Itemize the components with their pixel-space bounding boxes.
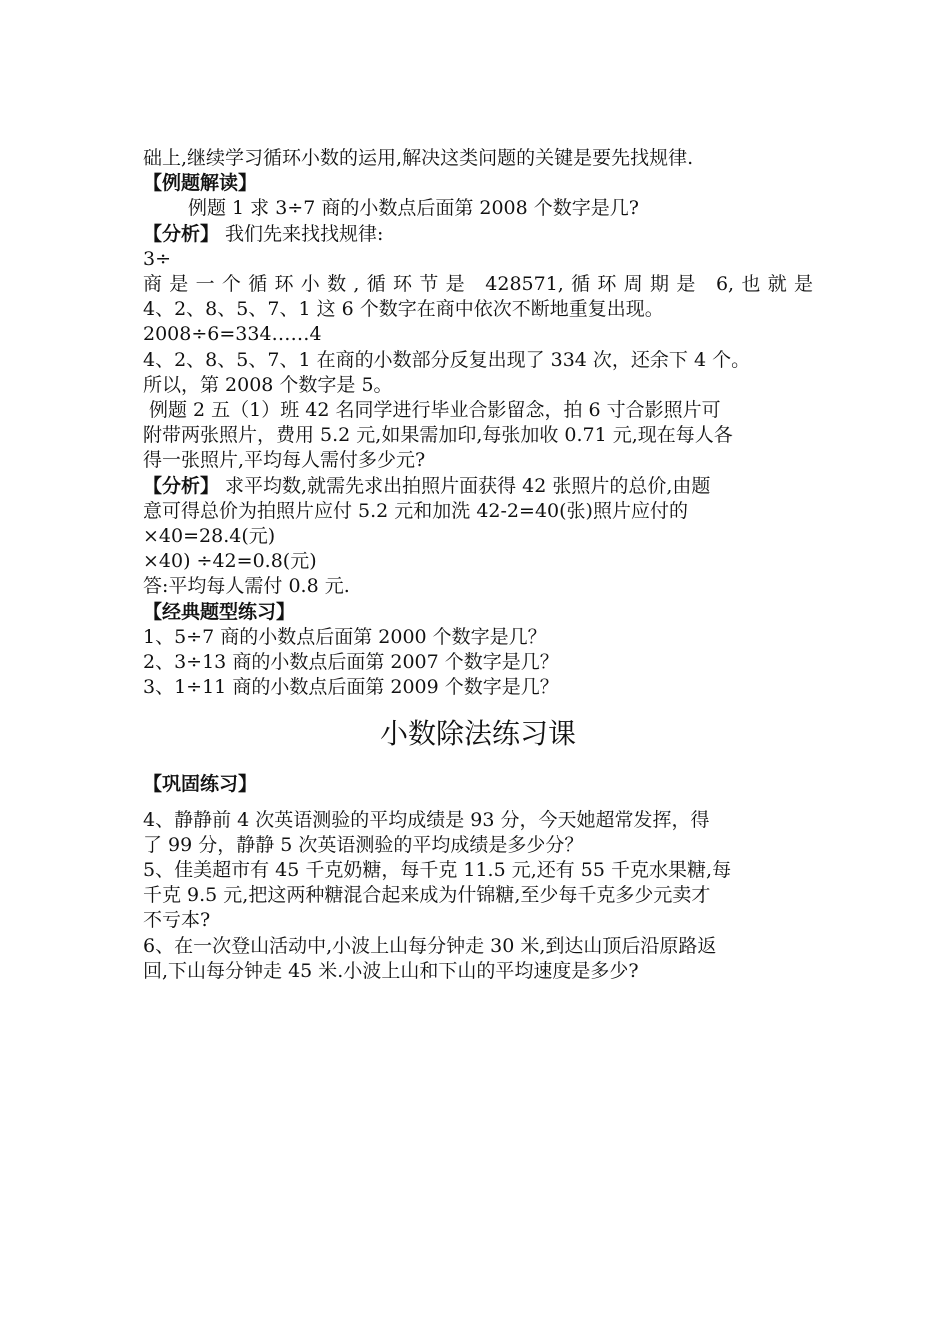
example2-analysis-line2: 意可得总价为拍照片应付 5.2 元和加洗 42-2=40(张)照片应付的	[143, 499, 688, 522]
classic-item-2: 2、3÷13 商的小数点后面第 2007 个数字是几？	[143, 651, 559, 674]
exercise-6-line2: 回,下山每分钟走 45 米.小波上山和下山的平均速度是多少?	[143, 959, 639, 982]
exercise-5-line2: 千克 9.5 元,把这两种糖混合起来成为什锦糖,至少每千克多少元卖才	[143, 884, 711, 907]
example2-calc1: ×40=28.4(元)	[143, 525, 276, 548]
exercise-4-line2: 了 99 分，静静 5 次英语测验的平均成绩是多少分？	[143, 833, 584, 856]
analysis-label: 【分析】	[143, 222, 220, 245]
lesson-title: 小数除法练习课	[379, 717, 576, 751]
intro-line: 础上,继续学习循环小数的运用,解决这类问题的关键是要先找规律.	[143, 147, 694, 169]
section-heading-examples: 【例题解读】	[143, 172, 258, 195]
example1-line2: 4、2、8、5、7、1 这 6 个数字在商中依次不断地重复出现。	[143, 298, 664, 321]
example2-analysis	[143, 474, 813, 499]
exercise-4-line1: 4、静静前 4 次英语测验的平均成绩是 93 分，今天她超常发挥，得	[143, 808, 710, 831]
analysis-text: 我们先来找找规律:	[219, 222, 384, 245]
exercise-5-line3: 不亏本?	[143, 909, 211, 932]
example1-line3: 4、2、8、5、7、1 在商的小数部分反复出现了 334 次，还余下 4 个。	[143, 348, 751, 371]
classic-item-1: 1、5÷7 商的小数点后面第 2000 个数字是几？	[143, 625, 547, 648]
exercise-5-line1: 5、佳美超市有 45 千克奶糖，每千克 11.5 元,还有 55 千克水果糖,每	[143, 859, 732, 882]
example1-analysis	[143, 222, 813, 247]
example2-question-line2: 附带两张照片，费用 5.2 元,如果需加印,每张加收 0.71 元,现在每人各	[143, 424, 733, 447]
classic-item-3: 3、1÷11 商的小数点后面第 2009 个数字是几？	[143, 676, 559, 699]
exercise-6-line1: 6、在一次登山活动中,小波上山每分钟走 30 米,到达山顶后沿原路返	[143, 934, 717, 957]
example1-calc: 2008÷6=334……4	[143, 323, 322, 346]
example1-line1: 商是一个循环小数,循环节是 428571,循环周期是 6,也就是	[143, 273, 813, 296]
section-heading-consolidate: 【巩固练习】	[143, 773, 258, 796]
example2-answer: 答:平均每人需付 0.8 元.	[143, 575, 350, 598]
example1-question: 例题 1 求 3÷7 商的小数点后面第 2008 个数字是几?	[188, 197, 639, 220]
example2-calc2: ×40) ÷42=0.8(元)	[143, 550, 317, 573]
example2-question-line1: 例题 2 五（1）班 42 名同学进行毕业合影留念，拍 6 寸合影照片可	[149, 399, 721, 422]
analysis-label: 【分析】	[143, 474, 220, 497]
example1-expression: 3÷	[143, 247, 172, 270]
analysis-text: 求平均数,就需先求出拍照片面获得 42 张照片的总价,由题	[219, 474, 711, 497]
example1-line4: 所以，第 2008 个数字是 5。	[143, 373, 393, 396]
document-body	[143, 146, 813, 984]
section-heading-classic: 【经典题型练习】	[143, 600, 296, 623]
example2-question-line3: 得一张照片,平均每人需付多少元?	[143, 449, 426, 472]
